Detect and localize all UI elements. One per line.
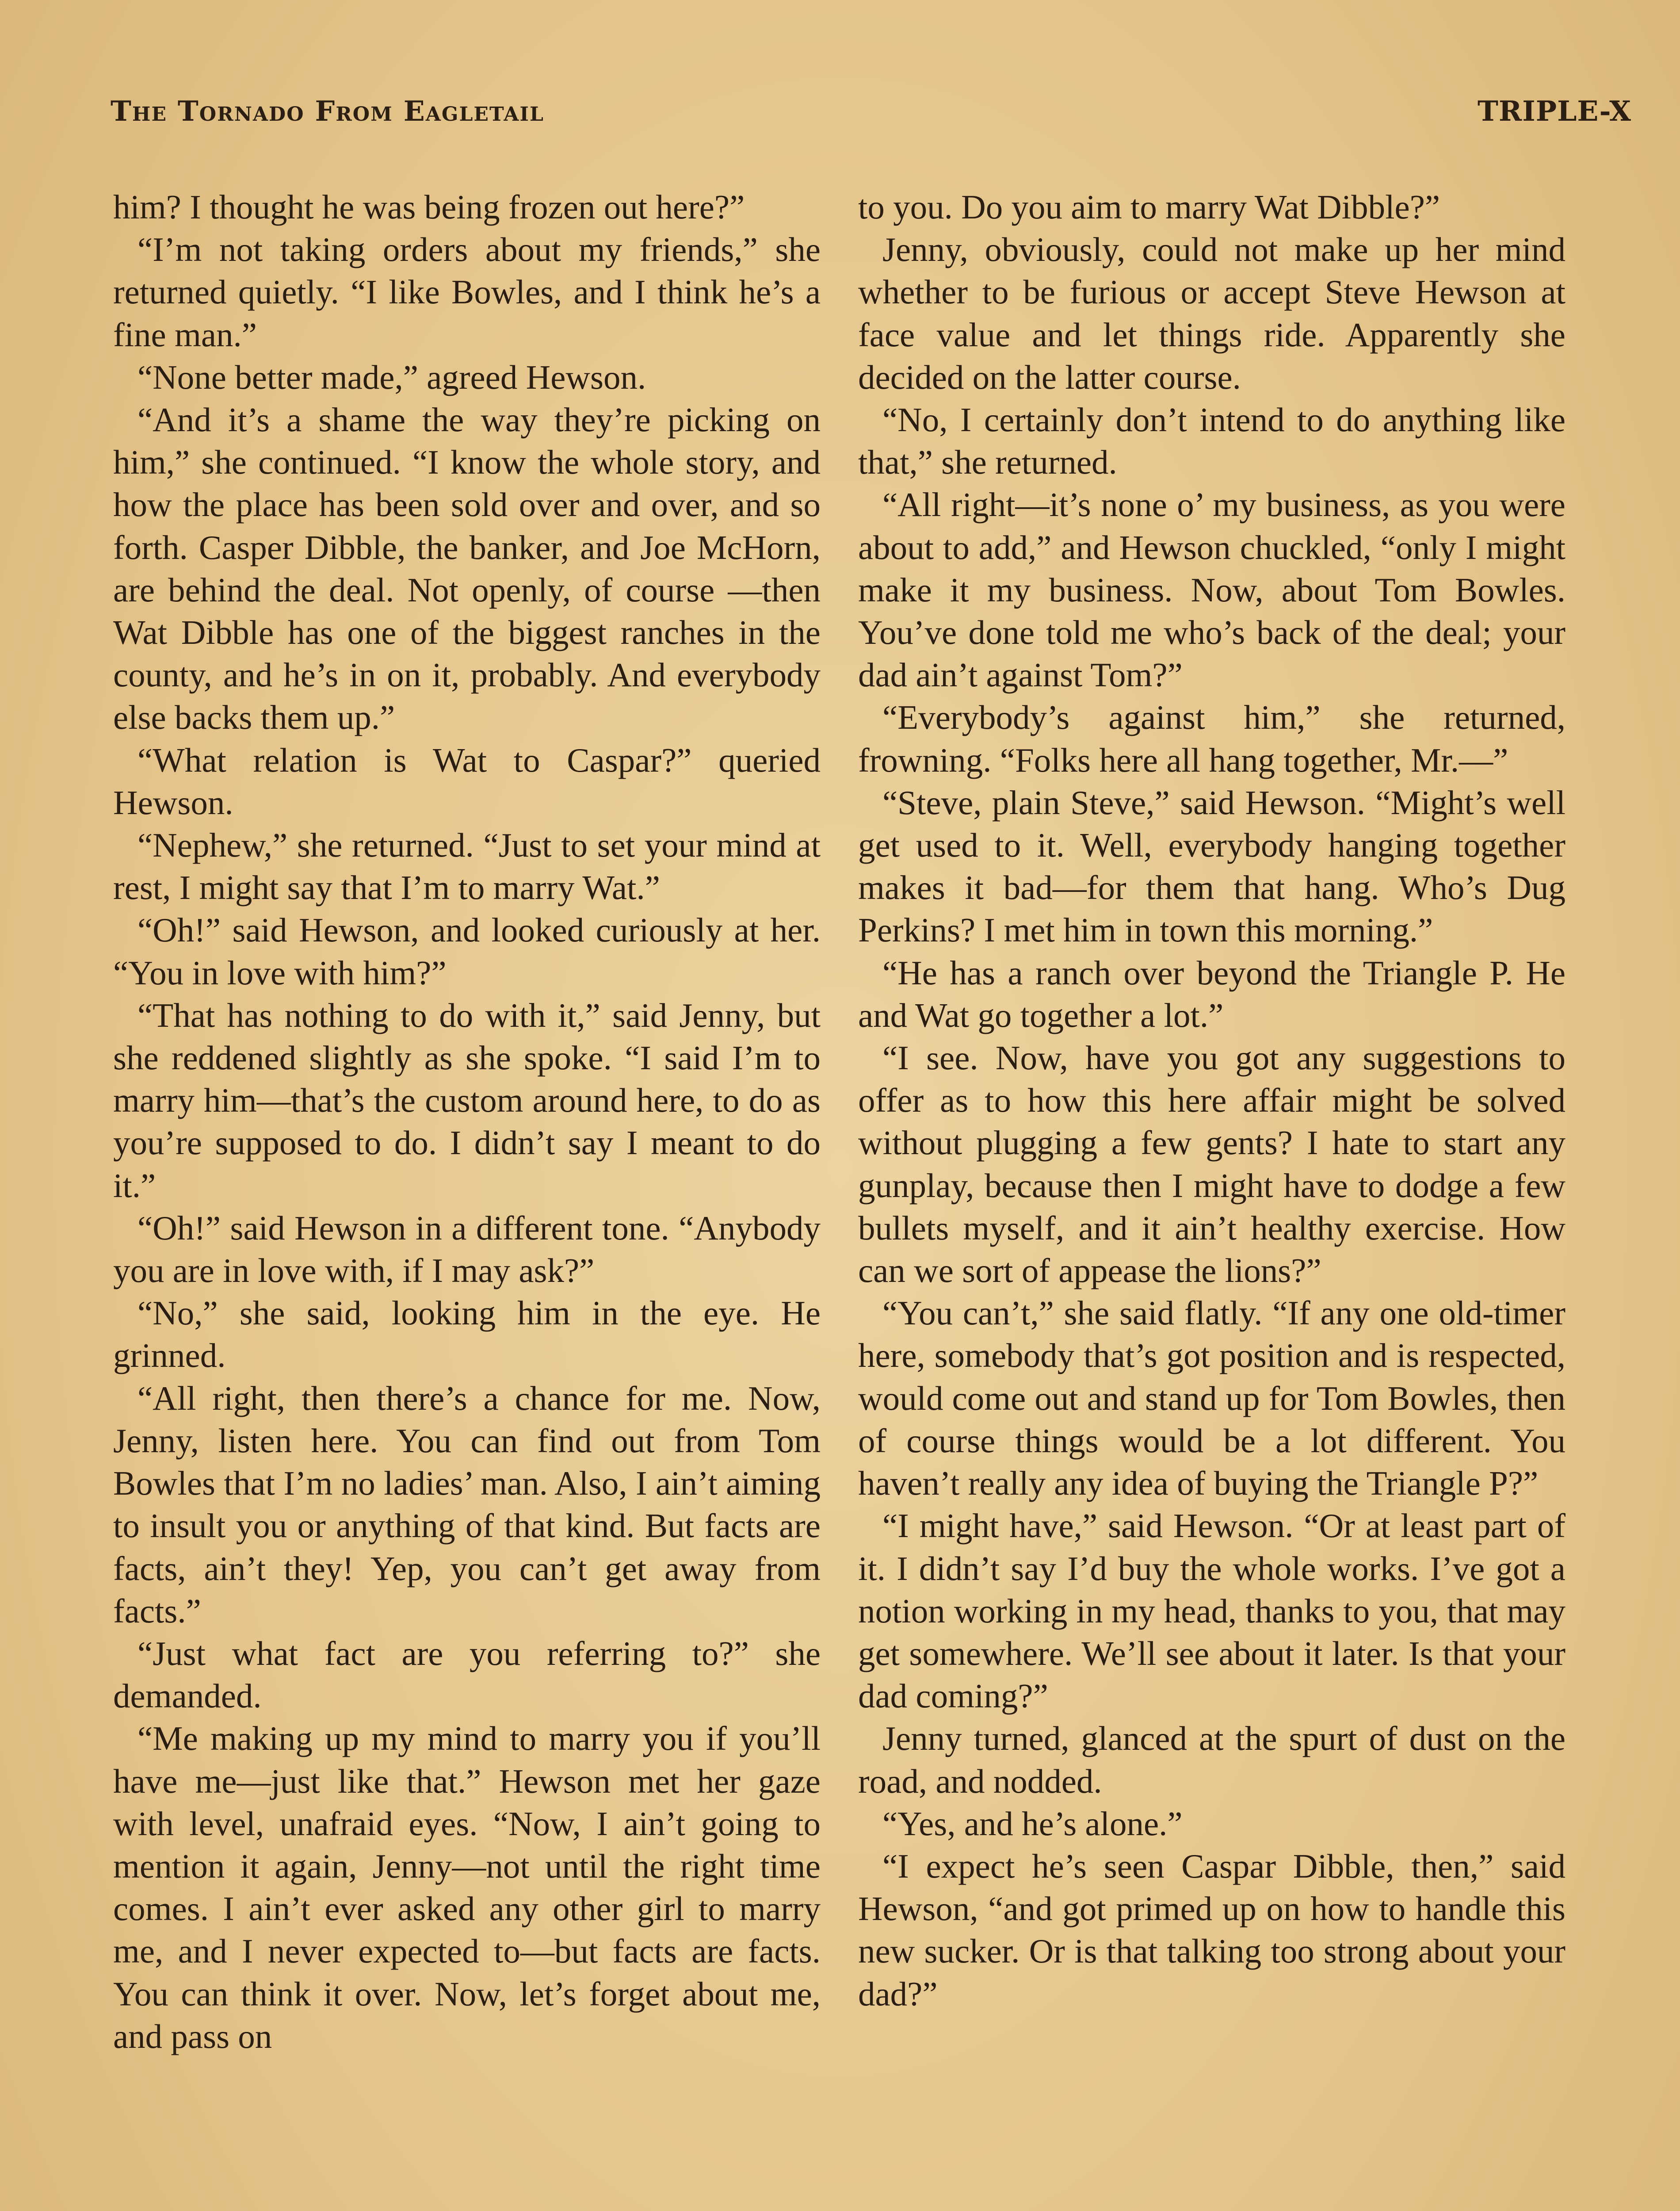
paragraph: Jenny turned, glanced at the spurt of dust on the road, and nodded. [858,1719,1565,1800]
paragraph: “He has a ranch over beyond the Triangle P. He and Wat go together a lot.” [858,953,1565,1034]
paragraph: “None better made,” agreed Hewson. [137,358,646,396]
paragraph: “Everybody’s against him,” she returned, frowning. “Folks here all hang together, Mr.—” [858,698,1565,779]
story-title-header: The Tornado From Eagletail [111,95,544,127]
paragraph: “No,” she said, looking him in the eye. He grinned. [113,1294,821,1375]
paragraph: “Nephew,” she returned. “Just to set your mind at rest, I might say that I’m to marry Wat.” [113,826,821,907]
magazine-title-header: TRIPLE-X [1477,95,1631,127]
paragraph: “All right—it’s none o’ my business, as you were about to add,” and Hewson chuckled, “only I might make it my business. Now, about Tom Bowles. You’ve done told me who’s back of the deal; your dad ain’t against Tom?” [858,486,1565,694]
left-text-column [113,186,821,2058]
paragraph: “Steve, plain Steve,” said Hewson. “Might’s well get used to it. Well, everybody hanging together makes it bad—for them that hang. Who’s Dug Perkins? I met him in town this morning.” [858,783,1565,949]
paragraph: “All right, then there’s a chance for me. Now, Jenny, listen here. You can find out from Tom Bowles that I’m no ladies’ man. Also, I ain’t aiming to insult you or anything of that kind. But facts are facts, ain’t they! Yep, you can’t get away from facts.” [113,1379,821,1630]
paragraph: “I’m not taking orders about my friends,” she returned quietly. “I like Bowles, and I think he’s a fine man.” [113,230,821,354]
paragraph: to you. Do you aim to marry Wat Dibble?” [858,188,1440,226]
running-header [111,95,1631,134]
paragraph: him? I thought he was being frozen out here?” [113,188,745,226]
paragraph: “No, I certainly don’t intend to do anything like that,” she returned. [858,401,1565,482]
paragraph: Jenny, obviously, could not make up her mind whether to be furious or accept Steve Hewson at face value and let things ride. Apparently she decided on the latter course. [858,230,1565,396]
paragraph: “What relation is Wat to Caspar?” queried Hewson. [113,741,821,822]
paragraph: “I might have,” said Hewson. “Or at least part of it. I didn’t say I’d buy the whole works. I’ve got a notion working in my head, thanks to you, that may get somewhere. We’ll see about it later. Is that your dad coming?” [858,1507,1565,1715]
paragraph: “Oh!” said Hewson, and looked curiously at her. “You in love with him?” [113,911,821,992]
paragraph: “You can’t,” she said flatly. “If any one old-timer here, somebody that’s got position and is respected, would come out and stand up for Tom Bowles, then of course things would be a lot different. You haven’t really any idea of buying the Triangle P?” [858,1294,1565,1503]
paragraph: “I expect he’s seen Caspar Dibble, then,” said Hewson, “and got primed up on how to handle this new sucker. Or is that talking too strong about your dad?” [858,1847,1565,2013]
paragraph: “Me making up my mind to marry you if you’ll have me—just like that.” Hewson met her gaze with level, unafraid eyes. “Now, I ain’t going to mention it again, Jenny—not until the right time comes. I ain’t ever asked any other girl to marry me, and I never expected to—but facts are facts. You can think it over. Now, let’s forget about me, and pass on [113,1719,821,2055]
paragraph: “Yes, and he’s alone.” [882,1804,1183,1843]
paragraph: “I see. Now, have you got any suggestions to offer as to how this here affair might be solved without plugging a few gents? I hate to start any gunplay, because then I might have to dodge a few bullets myself, and it ain’t healthy exercise. How can we sort of appease the lions?” [858,1039,1565,1290]
paragraph: “That has nothing to do with it,” said Jenny, but she reddened slightly as she spoke. “I said I’m to marry him—that’s the custom around here, to do as you’re supposed to do. I didn’t say I meant to do it.” [113,996,821,1205]
right-text-column [858,186,1565,2015]
paragraph: “Oh!” said Hewson in a different tone. “Anybody you are in love with, if I may ask?” [113,1209,821,1290]
paragraph: “And it’s a shame the way they’re picking on him,” she continued. “I know the whole story, and how the place has been sold over and over, and so forth. Casper Dibble, the banker, and Joe McHorn, are behind the deal. Not openly, of course —then Wat Dibble has one of the biggest ranches in the county, and he’s in on it, probably. And everybody else backs them up.” [113,401,821,737]
paragraph: “Just what fact are you referring to?” she demanded. [113,1634,821,1715]
